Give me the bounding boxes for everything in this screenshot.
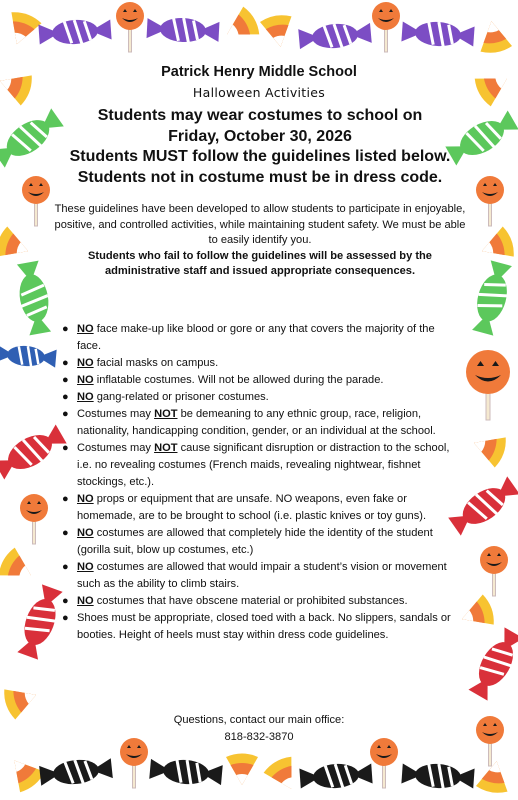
rule-text: costumes that have obscene material or prohibited substances. [93, 595, 408, 607]
bullet-icon: ● [62, 527, 69, 539]
rule-keyword: NO [77, 357, 94, 369]
rule-text: gang-related or prisoner costumes. [93, 391, 269, 403]
rule-keyword: NO [77, 527, 94, 539]
consequences-warning: Students who fail to follow the guidelines will be assessed by the administrative staff and issued appropriate consequences. [88, 249, 432, 277]
rule-keyword: NOT [154, 408, 178, 420]
intro-paragraph: These guidelines have been developed to allow students to participate in enjoyable, positive, and controlled activities, while maintaining student safety. We must be able to easily identify you. [54, 203, 466, 246]
list-item [62, 389, 459, 406]
rule-text: costumes are allowed that completely hide the identity of the student (gorilla suit, blow up costumes, etc.) [77, 527, 433, 556]
rule-text: be demeaning to any ethnic group, race, religion, nationality, handicapping condition, gender, or an individual at the school. [77, 408, 436, 437]
rule-text: costumes are allowed that would impair a student’s vision or movement such as the ability to climb stairs. [77, 561, 447, 590]
list-item: ● Costumes may NOT be demeaning to any ethnic group, race, religion, nationality, handicapping condition, gender, or an individual at the school. [62, 408, 436, 437]
rule-text: props or equipment that are unsafe. NO weapons, even fake or homemade, are to be brought to school (i.e. plastic knives or toy guns). [77, 493, 427, 522]
rule-keyword: NO [77, 493, 94, 505]
contact-line: Questions, contact our main office: [173, 714, 345, 726]
rule-keyword: NO [77, 391, 94, 403]
contact-info [56, 712, 462, 746]
headline-line: Friday, October 30, 2026 [168, 127, 352, 145]
event-subtitle: Halloween Activities [192, 85, 326, 100]
bullet-icon: ● [62, 442, 69, 454]
headline-line: Students not in costume must be in dress code. [77, 168, 443, 186]
bullet-icon: ● [62, 374, 69, 386]
bullet-icon: ● [62, 323, 69, 335]
bullet-icon: ● [62, 561, 69, 573]
headline [56, 106, 462, 188]
flyer-content [54, 62, 466, 641]
bullet-icon: ● [62, 612, 69, 624]
list-item [62, 355, 459, 372]
list-item [62, 525, 459, 559]
list-item [62, 321, 459, 355]
rule-keyword: NO [77, 595, 94, 607]
bullet-icon: ● [62, 408, 69, 420]
rule-text: inflatable costumes. Will not be allowed during the parade. [93, 374, 384, 386]
list-item [62, 559, 459, 593]
list-item [62, 491, 459, 525]
rule-keyword: NO [77, 323, 94, 335]
school-name: Patrick Henry Middle School [161, 64, 357, 80]
guidelines-list [62, 321, 459, 644]
bullet-icon: ● [62, 357, 69, 369]
headline-line: Students MUST follow the guidelines listed below. [69, 148, 451, 165]
rule-text: facial masks on campus. [93, 357, 219, 369]
rule-text: Shoes must be appropriate, closed toed with a back. No slippers, sandals or booties. Height of heels must stay within dress code guidelines. [77, 612, 451, 641]
rule-keyword: NO [77, 374, 94, 386]
rule-keyword: NO [77, 561, 94, 573]
phone-number: 818-832-3870 [224, 731, 294, 743]
list-item [62, 610, 459, 644]
rule-text: cause significant disruption or distraction to the school, i.e. no revealing costumes (French maids, revealing nightwear, fishnet stockings, etc.). [77, 442, 450, 488]
list-item: ● Costumes may NOT cause significant disruption or distraction to the school, i.e. no revealing costumes (French maids, revealing nightwear, fishnet stockings, etc.). [62, 442, 450, 488]
list-item [62, 593, 459, 610]
bullet-icon: ● [62, 391, 69, 403]
rule-text: face make-up like blood or gore or any that covers the majority of the face. [77, 323, 435, 352]
list-item [62, 372, 459, 389]
rule-keyword: NOT [154, 442, 178, 454]
headline-line: Students may wear costumes to school on [97, 107, 423, 124]
bullet-icon: ● [62, 595, 69, 607]
bullet-icon: ● [62, 493, 69, 505]
